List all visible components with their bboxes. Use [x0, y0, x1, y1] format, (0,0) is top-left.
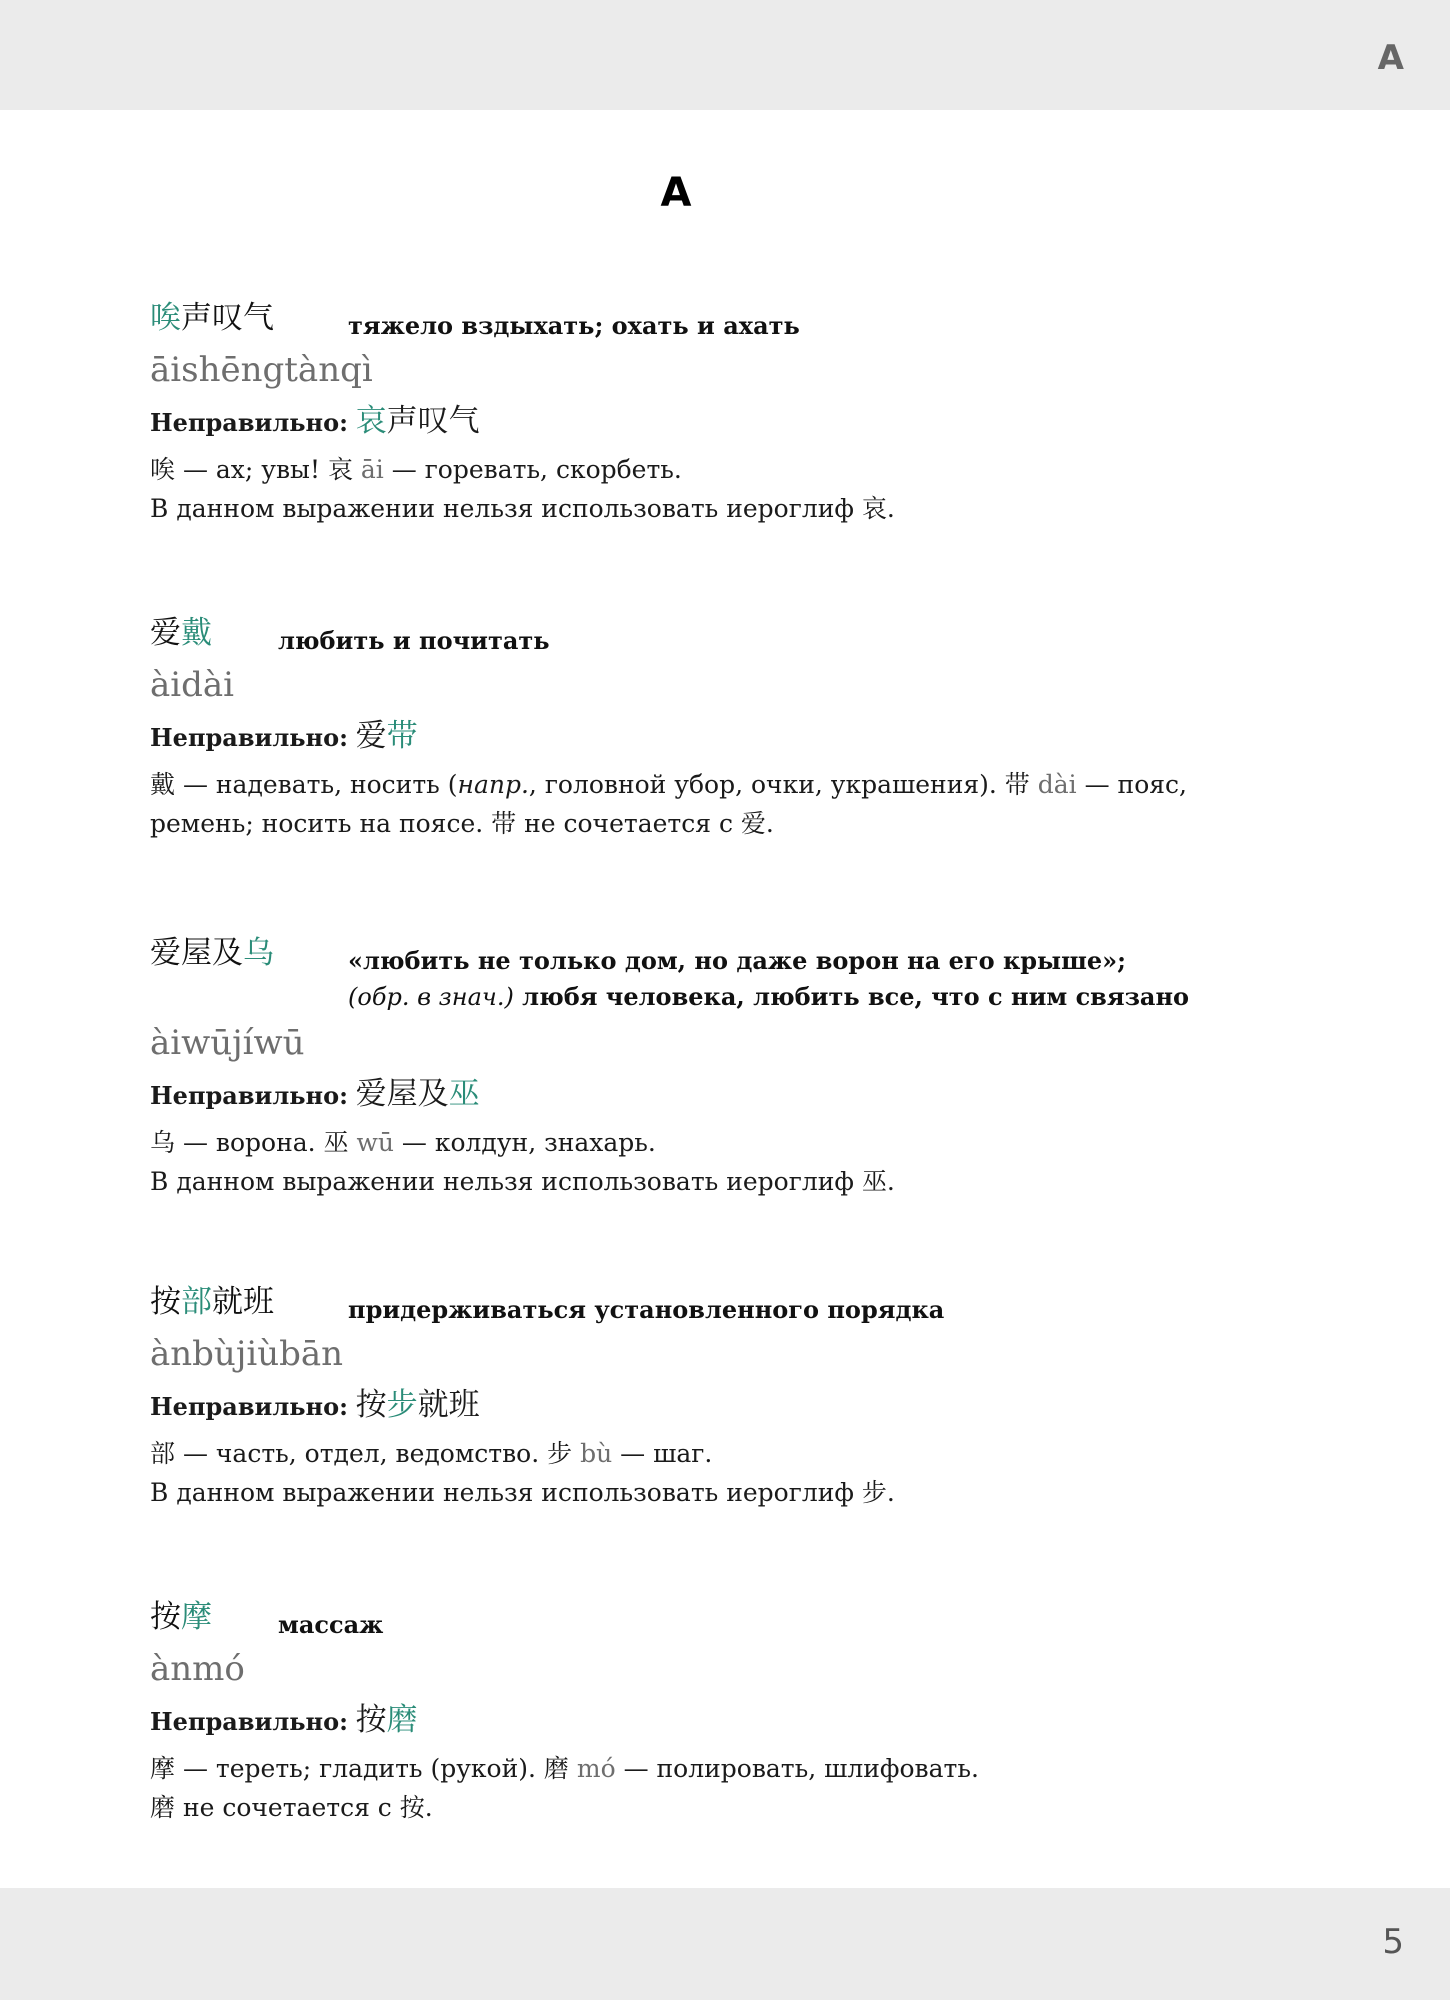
- entry-pinyin: àidài: [150, 665, 235, 705]
- wrong-variant: Неправильно: 按磨: [150, 1702, 418, 1738]
- wrong-variant: Неправильно: 爱屋及巫: [150, 1076, 480, 1112]
- dictionary-entry: [150, 1282, 1280, 1512]
- entry-headword: 唉声叹气: [150, 300, 274, 336]
- entry-meaning: тяжело вздыхать; охать и ахать: [348, 311, 800, 340]
- wrong-variant: Неправильно: 按步就班: [150, 1387, 480, 1423]
- footer-band: [0, 1888, 1450, 2000]
- entry-explanation: 戴 — надевать, носить (напр., головной убор, очки, украшения). 带 dài — пояс, ремень; носить на поясе. 带 не сочетается с 爱.: [150, 770, 1187, 838]
- corner-letter: A: [1377, 38, 1404, 78]
- entry-pinyin: ànbùjiùbān: [150, 1334, 344, 1374]
- entry-meaning: «любить не только дом, но даже ворон на его крыше»; (обр. в знач.) любя человека, любить все, что с ним связано: [348, 946, 1190, 1011]
- dictionary-entry: [150, 933, 1280, 1201]
- header-band: [0, 0, 1450, 110]
- section-heading: A: [660, 170, 692, 216]
- entry-headword: 按摩: [150, 1599, 212, 1635]
- wrong-variant: Неправильно: 哀声叹气: [150, 403, 480, 439]
- entry-explanation: 乌 — ворона. 巫 wū — колдун, знахарь. В данном выражении нельзя использовать иероглиф 巫.: [150, 1128, 895, 1196]
- entry-meaning: любить и почитать: [278, 626, 550, 655]
- entry-headword: 按部就班: [150, 1284, 274, 1320]
- entry-pinyin: āishēngtànqì: [150, 350, 373, 390]
- entry-meaning: придерживаться установленного порядка: [348, 1295, 945, 1324]
- entry-pinyin: ànmó: [150, 1649, 245, 1689]
- dictionary-entry: [150, 613, 1280, 843]
- entry-headword: 爱戴: [150, 615, 212, 651]
- wrong-variant: Неправильно: 爱带: [150, 718, 418, 754]
- entry-meaning: массаж: [278, 1610, 384, 1639]
- entry-pinyin: àiwūjíwū: [150, 1023, 305, 1063]
- page-number: 5: [1382, 1922, 1404, 1962]
- dictionary-entry: [150, 1597, 1280, 1827]
- entry-explanation: 部 — часть, отдел, ведомство. 步 bù — шаг. В данном выражении нельзя использовать иероглиф 步.: [150, 1439, 895, 1507]
- entry-headword: 爱屋及乌: [150, 935, 274, 971]
- entry-explanation: 摩 — тереть; гладить (рукой). 磨 mó — полировать, шлифовать. 磨 не сочетается с 按.: [150, 1754, 979, 1822]
- entry-explanation: 唉 — ах; увы! 哀 āi — горевать, скорбеть. В данном выражении нельзя использовать иероглиф 哀.: [150, 455, 895, 523]
- dictionary-entry: [150, 298, 1280, 528]
